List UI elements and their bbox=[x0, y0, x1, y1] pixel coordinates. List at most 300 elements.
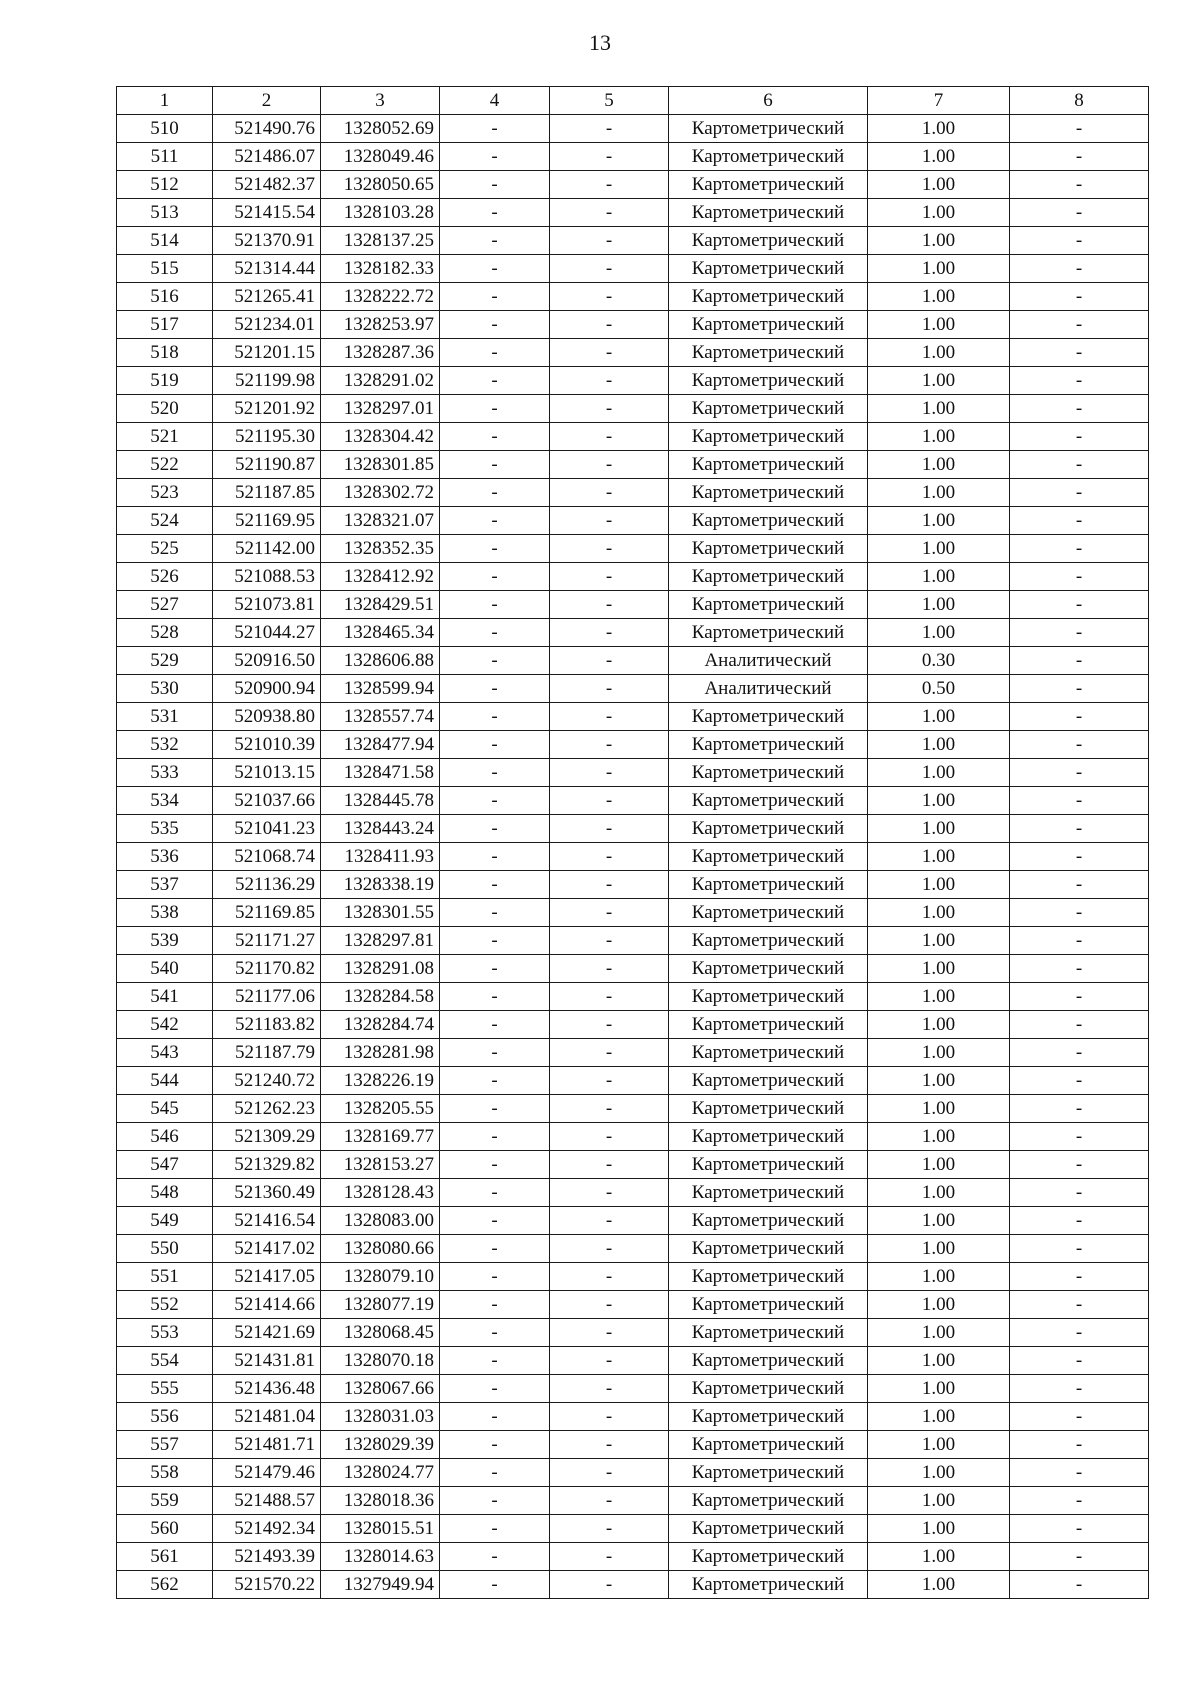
column-8-cell: - bbox=[1010, 675, 1149, 703]
table-row bbox=[117, 815, 1149, 843]
y-coordinate-cell: 1328301.85 bbox=[321, 451, 440, 479]
column-header: 5 bbox=[550, 87, 669, 115]
accuracy-cell: 0.30 bbox=[868, 647, 1010, 675]
y-coordinate-cell: 1328079.10 bbox=[321, 1263, 440, 1291]
column-8-cell: - bbox=[1010, 535, 1149, 563]
column-8-cell: - bbox=[1010, 1235, 1149, 1263]
table-row bbox=[117, 1291, 1149, 1319]
accuracy-cell: 1.00 bbox=[868, 535, 1010, 563]
method-cell: Картометрический bbox=[669, 983, 868, 1011]
column-5-cell: - bbox=[550, 1095, 669, 1123]
column-8-cell: - bbox=[1010, 1543, 1149, 1571]
point-number-cell: 545 bbox=[117, 1095, 213, 1123]
column-5-cell: - bbox=[550, 143, 669, 171]
table-row bbox=[117, 1431, 1149, 1459]
point-number-cell: 537 bbox=[117, 871, 213, 899]
point-number-cell: 522 bbox=[117, 451, 213, 479]
method-cell: Картометрический bbox=[669, 1375, 868, 1403]
point-number-cell: 559 bbox=[117, 1487, 213, 1515]
column-4-cell: - bbox=[440, 675, 550, 703]
table-row bbox=[117, 1095, 1149, 1123]
column-5-cell: - bbox=[550, 619, 669, 647]
table-row bbox=[117, 927, 1149, 955]
y-coordinate-cell: 1328321.07 bbox=[321, 507, 440, 535]
column-4-cell: - bbox=[440, 983, 550, 1011]
point-number-cell: 523 bbox=[117, 479, 213, 507]
column-8-cell: - bbox=[1010, 1375, 1149, 1403]
column-8-cell: - bbox=[1010, 1263, 1149, 1291]
method-cell: Картометрический bbox=[669, 1263, 868, 1291]
y-coordinate-cell: 1328284.58 bbox=[321, 983, 440, 1011]
column-8-cell: - bbox=[1010, 1039, 1149, 1067]
point-number-cell: 544 bbox=[117, 1067, 213, 1095]
column-8-cell: - bbox=[1010, 1011, 1149, 1039]
column-8-cell: - bbox=[1010, 395, 1149, 423]
column-5-cell: - bbox=[550, 591, 669, 619]
column-4-cell: - bbox=[440, 871, 550, 899]
table-row bbox=[117, 1487, 1149, 1515]
point-number-cell: 543 bbox=[117, 1039, 213, 1067]
column-4-cell: - bbox=[440, 591, 550, 619]
method-cell: Картометрический bbox=[669, 423, 868, 451]
point-number-cell: 518 bbox=[117, 339, 213, 367]
y-coordinate-cell: 1328429.51 bbox=[321, 591, 440, 619]
point-number-cell: 558 bbox=[117, 1459, 213, 1487]
table-row bbox=[117, 451, 1149, 479]
accuracy-cell: 0.50 bbox=[868, 675, 1010, 703]
point-number-cell: 562 bbox=[117, 1571, 213, 1599]
method-cell: Картометрический bbox=[669, 1039, 868, 1067]
accuracy-cell: 1.00 bbox=[868, 1263, 1010, 1291]
column-5-cell: - bbox=[550, 1515, 669, 1543]
column-5-cell: - bbox=[550, 1543, 669, 1571]
column-4-cell: - bbox=[440, 339, 550, 367]
column-4-cell: - bbox=[440, 759, 550, 787]
x-coordinate-cell: 521262.23 bbox=[213, 1095, 321, 1123]
column-4-cell: - bbox=[440, 1011, 550, 1039]
column-8-cell: - bbox=[1010, 171, 1149, 199]
column-8-cell: - bbox=[1010, 927, 1149, 955]
accuracy-cell: 1.00 bbox=[868, 283, 1010, 311]
column-8-cell: - bbox=[1010, 1571, 1149, 1599]
accuracy-cell: 1.00 bbox=[868, 1543, 1010, 1571]
accuracy-cell: 1.00 bbox=[868, 1459, 1010, 1487]
column-5-cell: - bbox=[550, 451, 669, 479]
method-cell: Картометрический bbox=[669, 1347, 868, 1375]
column-5-cell: - bbox=[550, 1011, 669, 1039]
table-row bbox=[117, 1011, 1149, 1039]
x-coordinate-cell: 521136.29 bbox=[213, 871, 321, 899]
table-row bbox=[117, 1515, 1149, 1543]
table-row bbox=[117, 171, 1149, 199]
point-number-cell: 552 bbox=[117, 1291, 213, 1319]
column-4-cell: - bbox=[440, 143, 550, 171]
column-5-cell: - bbox=[550, 479, 669, 507]
point-number-cell: 516 bbox=[117, 283, 213, 311]
column-4-cell: - bbox=[440, 283, 550, 311]
column-5-cell: - bbox=[550, 759, 669, 787]
method-cell: Картометрический bbox=[669, 619, 868, 647]
accuracy-cell: 1.00 bbox=[868, 731, 1010, 759]
x-coordinate-cell: 521329.82 bbox=[213, 1151, 321, 1179]
column-header: 1 bbox=[117, 87, 213, 115]
accuracy-cell: 1.00 bbox=[868, 143, 1010, 171]
x-coordinate-cell: 521142.00 bbox=[213, 535, 321, 563]
method-cell: Картометрический bbox=[669, 927, 868, 955]
accuracy-cell: 1.00 bbox=[868, 227, 1010, 255]
table-row bbox=[117, 1263, 1149, 1291]
accuracy-cell: 1.00 bbox=[868, 311, 1010, 339]
table-row bbox=[117, 1319, 1149, 1347]
column-5-cell: - bbox=[550, 927, 669, 955]
accuracy-cell: 1.00 bbox=[868, 815, 1010, 843]
table-row bbox=[117, 955, 1149, 983]
column-4-cell: - bbox=[440, 955, 550, 983]
x-coordinate-cell: 521481.04 bbox=[213, 1403, 321, 1431]
table-row bbox=[117, 1039, 1149, 1067]
point-number-cell: 529 bbox=[117, 647, 213, 675]
y-coordinate-cell: 1328049.46 bbox=[321, 143, 440, 171]
y-coordinate-cell: 1328443.24 bbox=[321, 815, 440, 843]
column-5-cell: - bbox=[550, 1319, 669, 1347]
method-cell: Картометрический bbox=[669, 1515, 868, 1543]
x-coordinate-cell: 521171.27 bbox=[213, 927, 321, 955]
method-cell: Картометрический bbox=[669, 507, 868, 535]
column-5-cell: - bbox=[550, 983, 669, 1011]
accuracy-cell: 1.00 bbox=[868, 1347, 1010, 1375]
table-row bbox=[117, 479, 1149, 507]
method-cell: Картометрический bbox=[669, 1543, 868, 1571]
point-number-cell: 527 bbox=[117, 591, 213, 619]
point-number-cell: 556 bbox=[117, 1403, 213, 1431]
point-number-cell: 554 bbox=[117, 1347, 213, 1375]
accuracy-cell: 1.00 bbox=[868, 451, 1010, 479]
y-coordinate-cell: 1328014.63 bbox=[321, 1543, 440, 1571]
column-4-cell: - bbox=[440, 1431, 550, 1459]
method-cell: Картометрический bbox=[669, 367, 868, 395]
y-coordinate-cell: 1328471.58 bbox=[321, 759, 440, 787]
accuracy-cell: 1.00 bbox=[868, 339, 1010, 367]
accuracy-cell: 1.00 bbox=[868, 787, 1010, 815]
accuracy-cell: 1.00 bbox=[868, 1011, 1010, 1039]
y-coordinate-cell: 1328077.19 bbox=[321, 1291, 440, 1319]
table-header-row bbox=[117, 87, 1149, 115]
column-8-cell: - bbox=[1010, 647, 1149, 675]
y-coordinate-cell: 1328477.94 bbox=[321, 731, 440, 759]
y-coordinate-cell: 1328291.02 bbox=[321, 367, 440, 395]
point-number-cell: 548 bbox=[117, 1179, 213, 1207]
column-5-cell: - bbox=[550, 731, 669, 759]
column-4-cell: - bbox=[440, 451, 550, 479]
method-cell: Картометрический bbox=[669, 1319, 868, 1347]
y-coordinate-cell: 1328411.93 bbox=[321, 843, 440, 871]
method-cell: Картометрический bbox=[669, 1151, 868, 1179]
point-number-cell: 530 bbox=[117, 675, 213, 703]
column-header: 8 bbox=[1010, 87, 1149, 115]
method-cell: Картометрический bbox=[669, 283, 868, 311]
column-8-cell: - bbox=[1010, 815, 1149, 843]
column-4-cell: - bbox=[440, 899, 550, 927]
x-coordinate-cell: 521169.95 bbox=[213, 507, 321, 535]
column-8-cell: - bbox=[1010, 479, 1149, 507]
column-8-cell: - bbox=[1010, 1151, 1149, 1179]
column-4-cell: - bbox=[440, 1291, 550, 1319]
method-cell: Картометрический bbox=[669, 115, 868, 143]
column-5-cell: - bbox=[550, 1039, 669, 1067]
x-coordinate-cell: 521195.30 bbox=[213, 423, 321, 451]
method-cell: Картометрический bbox=[669, 899, 868, 927]
column-4-cell: - bbox=[440, 1151, 550, 1179]
method-cell: Аналитический bbox=[669, 675, 868, 703]
method-cell: Картометрический bbox=[669, 199, 868, 227]
table-row bbox=[117, 367, 1149, 395]
accuracy-cell: 1.00 bbox=[868, 591, 1010, 619]
y-coordinate-cell: 1328137.25 bbox=[321, 227, 440, 255]
y-coordinate-cell: 1328029.39 bbox=[321, 1431, 440, 1459]
column-4-cell: - bbox=[440, 1515, 550, 1543]
point-number-cell: 550 bbox=[117, 1235, 213, 1263]
method-cell: Картометрический bbox=[669, 1235, 868, 1263]
method-cell: Картометрический bbox=[669, 479, 868, 507]
y-coordinate-cell: 1328103.28 bbox=[321, 199, 440, 227]
point-number-cell: 525 bbox=[117, 535, 213, 563]
method-cell: Картометрический bbox=[669, 955, 868, 983]
column-5-cell: - bbox=[550, 1291, 669, 1319]
accuracy-cell: 1.00 bbox=[868, 1515, 1010, 1543]
method-cell: Картометрический bbox=[669, 759, 868, 787]
column-8-cell: - bbox=[1010, 1515, 1149, 1543]
x-coordinate-cell: 521068.74 bbox=[213, 843, 321, 871]
y-coordinate-cell: 1327949.94 bbox=[321, 1571, 440, 1599]
x-coordinate-cell: 521240.72 bbox=[213, 1067, 321, 1095]
accuracy-cell: 1.00 bbox=[868, 1431, 1010, 1459]
x-coordinate-cell: 521416.54 bbox=[213, 1207, 321, 1235]
accuracy-cell: 1.00 bbox=[868, 1151, 1010, 1179]
column-5-cell: - bbox=[550, 255, 669, 283]
x-coordinate-cell: 521417.02 bbox=[213, 1235, 321, 1263]
method-cell: Картометрический bbox=[669, 1179, 868, 1207]
table-row bbox=[117, 1123, 1149, 1151]
accuracy-cell: 1.00 bbox=[868, 955, 1010, 983]
column-8-cell: - bbox=[1010, 1431, 1149, 1459]
accuracy-cell: 1.00 bbox=[868, 1319, 1010, 1347]
method-cell: Картометрический bbox=[669, 227, 868, 255]
point-number-cell: 515 bbox=[117, 255, 213, 283]
x-coordinate-cell: 521436.48 bbox=[213, 1375, 321, 1403]
x-coordinate-cell: 521479.46 bbox=[213, 1459, 321, 1487]
point-number-cell: 555 bbox=[117, 1375, 213, 1403]
column-4-cell: - bbox=[440, 647, 550, 675]
y-coordinate-cell: 1328557.74 bbox=[321, 703, 440, 731]
column-4-cell: - bbox=[440, 843, 550, 871]
point-number-cell: 517 bbox=[117, 311, 213, 339]
column-5-cell: - bbox=[550, 1235, 669, 1263]
table-row bbox=[117, 1375, 1149, 1403]
y-coordinate-cell: 1328338.19 bbox=[321, 871, 440, 899]
table-row bbox=[117, 227, 1149, 255]
column-5-cell: - bbox=[550, 367, 669, 395]
table-row bbox=[117, 843, 1149, 871]
column-5-cell: - bbox=[550, 647, 669, 675]
column-5-cell: - bbox=[550, 1571, 669, 1599]
column-8-cell: - bbox=[1010, 451, 1149, 479]
column-5-cell: - bbox=[550, 171, 669, 199]
table-row bbox=[117, 423, 1149, 451]
accuracy-cell: 1.00 bbox=[868, 479, 1010, 507]
column-8-cell: - bbox=[1010, 591, 1149, 619]
method-cell: Картометрический bbox=[669, 787, 868, 815]
column-8-cell: - bbox=[1010, 787, 1149, 815]
table-row bbox=[117, 703, 1149, 731]
method-cell: Картометрический bbox=[669, 1571, 868, 1599]
table-row bbox=[117, 1067, 1149, 1095]
column-8-cell: - bbox=[1010, 619, 1149, 647]
table-row bbox=[117, 759, 1149, 787]
column-5-cell: - bbox=[550, 1487, 669, 1515]
column-4-cell: - bbox=[440, 255, 550, 283]
table-row bbox=[117, 1543, 1149, 1571]
x-coordinate-cell: 521187.85 bbox=[213, 479, 321, 507]
table-row bbox=[117, 395, 1149, 423]
column-8-cell: - bbox=[1010, 843, 1149, 871]
accuracy-cell: 1.00 bbox=[868, 1095, 1010, 1123]
y-coordinate-cell: 1328226.19 bbox=[321, 1067, 440, 1095]
table-row bbox=[117, 983, 1149, 1011]
x-coordinate-cell: 521201.92 bbox=[213, 395, 321, 423]
accuracy-cell: 1.00 bbox=[868, 255, 1010, 283]
accuracy-cell: 1.00 bbox=[868, 395, 1010, 423]
x-coordinate-cell: 521013.15 bbox=[213, 759, 321, 787]
column-5-cell: - bbox=[550, 1123, 669, 1151]
point-number-cell: 538 bbox=[117, 899, 213, 927]
method-cell: Картометрический bbox=[669, 703, 868, 731]
y-coordinate-cell: 1328284.74 bbox=[321, 1011, 440, 1039]
column-5-cell: - bbox=[550, 311, 669, 339]
column-4-cell: - bbox=[440, 1123, 550, 1151]
column-4-cell: - bbox=[440, 619, 550, 647]
y-coordinate-cell: 1328015.51 bbox=[321, 1515, 440, 1543]
x-coordinate-cell: 521482.37 bbox=[213, 171, 321, 199]
column-5-cell: - bbox=[550, 115, 669, 143]
column-8-cell: - bbox=[1010, 227, 1149, 255]
column-5-cell: - bbox=[550, 1179, 669, 1207]
table-row bbox=[117, 675, 1149, 703]
column-5-cell: - bbox=[550, 955, 669, 983]
column-8-cell: - bbox=[1010, 563, 1149, 591]
point-number-cell: 542 bbox=[117, 1011, 213, 1039]
y-coordinate-cell: 1328297.01 bbox=[321, 395, 440, 423]
column-8-cell: - bbox=[1010, 1179, 1149, 1207]
column-4-cell: - bbox=[440, 171, 550, 199]
x-coordinate-cell: 521314.44 bbox=[213, 255, 321, 283]
column-5-cell: - bbox=[550, 1431, 669, 1459]
accuracy-cell: 1.00 bbox=[868, 1179, 1010, 1207]
point-number-cell: 519 bbox=[117, 367, 213, 395]
table-row bbox=[117, 143, 1149, 171]
method-cell: Картометрический bbox=[669, 1431, 868, 1459]
column-5-cell: - bbox=[550, 395, 669, 423]
y-coordinate-cell: 1328070.18 bbox=[321, 1347, 440, 1375]
column-5-cell: - bbox=[550, 563, 669, 591]
accuracy-cell: 1.00 bbox=[868, 703, 1010, 731]
column-5-cell: - bbox=[550, 227, 669, 255]
point-number-cell: 540 bbox=[117, 955, 213, 983]
column-5-cell: - bbox=[550, 339, 669, 367]
y-coordinate-cell: 1328024.77 bbox=[321, 1459, 440, 1487]
method-cell: Картометрический bbox=[669, 1095, 868, 1123]
y-coordinate-cell: 1328153.27 bbox=[321, 1151, 440, 1179]
x-coordinate-cell: 521187.79 bbox=[213, 1039, 321, 1067]
column-8-cell: - bbox=[1010, 283, 1149, 311]
column-header: 6 bbox=[669, 87, 868, 115]
method-cell: Картометрический bbox=[669, 451, 868, 479]
method-cell: Картометрический bbox=[669, 171, 868, 199]
column-4-cell: - bbox=[440, 367, 550, 395]
table-row bbox=[117, 1347, 1149, 1375]
point-number-cell: 524 bbox=[117, 507, 213, 535]
x-coordinate-cell: 521370.91 bbox=[213, 227, 321, 255]
column-5-cell: - bbox=[550, 1375, 669, 1403]
table-row bbox=[117, 563, 1149, 591]
column-4-cell: - bbox=[440, 535, 550, 563]
x-coordinate-cell: 521201.15 bbox=[213, 339, 321, 367]
point-number-cell: 541 bbox=[117, 983, 213, 1011]
column-4-cell: - bbox=[440, 787, 550, 815]
x-coordinate-cell: 521431.81 bbox=[213, 1347, 321, 1375]
accuracy-cell: 1.00 bbox=[868, 115, 1010, 143]
x-coordinate-cell: 521177.06 bbox=[213, 983, 321, 1011]
accuracy-cell: 1.00 bbox=[868, 423, 1010, 451]
y-coordinate-cell: 1328301.55 bbox=[321, 899, 440, 927]
column-8-cell: - bbox=[1010, 955, 1149, 983]
column-header: 7 bbox=[868, 87, 1010, 115]
column-4-cell: - bbox=[440, 703, 550, 731]
table-row bbox=[117, 1151, 1149, 1179]
column-8-cell: - bbox=[1010, 1291, 1149, 1319]
point-number-cell: 534 bbox=[117, 787, 213, 815]
column-header: 3 bbox=[321, 87, 440, 115]
column-8-cell: - bbox=[1010, 871, 1149, 899]
accuracy-cell: 1.00 bbox=[868, 619, 1010, 647]
method-cell: Картометрический bbox=[669, 591, 868, 619]
point-number-cell: 528 bbox=[117, 619, 213, 647]
method-cell: Картометрический bbox=[669, 1291, 868, 1319]
point-number-cell: 553 bbox=[117, 1319, 213, 1347]
table-row bbox=[117, 1403, 1149, 1431]
column-5-cell: - bbox=[550, 1067, 669, 1095]
point-number-cell: 547 bbox=[117, 1151, 213, 1179]
column-4-cell: - bbox=[440, 563, 550, 591]
x-coordinate-cell: 521490.76 bbox=[213, 115, 321, 143]
table-row bbox=[117, 619, 1149, 647]
method-cell: Картометрический bbox=[669, 1459, 868, 1487]
column-8-cell: - bbox=[1010, 1403, 1149, 1431]
x-coordinate-cell: 521360.49 bbox=[213, 1179, 321, 1207]
table-row bbox=[117, 199, 1149, 227]
table-row bbox=[117, 339, 1149, 367]
column-4-cell: - bbox=[440, 227, 550, 255]
column-5-cell: - bbox=[550, 507, 669, 535]
y-coordinate-cell: 1328050.65 bbox=[321, 171, 440, 199]
column-5-cell: - bbox=[550, 199, 669, 227]
column-4-cell: - bbox=[440, 731, 550, 759]
column-5-cell: - bbox=[550, 1263, 669, 1291]
column-8-cell: - bbox=[1010, 899, 1149, 927]
y-coordinate-cell: 1328287.36 bbox=[321, 339, 440, 367]
point-number-cell: 512 bbox=[117, 171, 213, 199]
y-coordinate-cell: 1328128.43 bbox=[321, 1179, 440, 1207]
column-8-cell: - bbox=[1010, 143, 1149, 171]
